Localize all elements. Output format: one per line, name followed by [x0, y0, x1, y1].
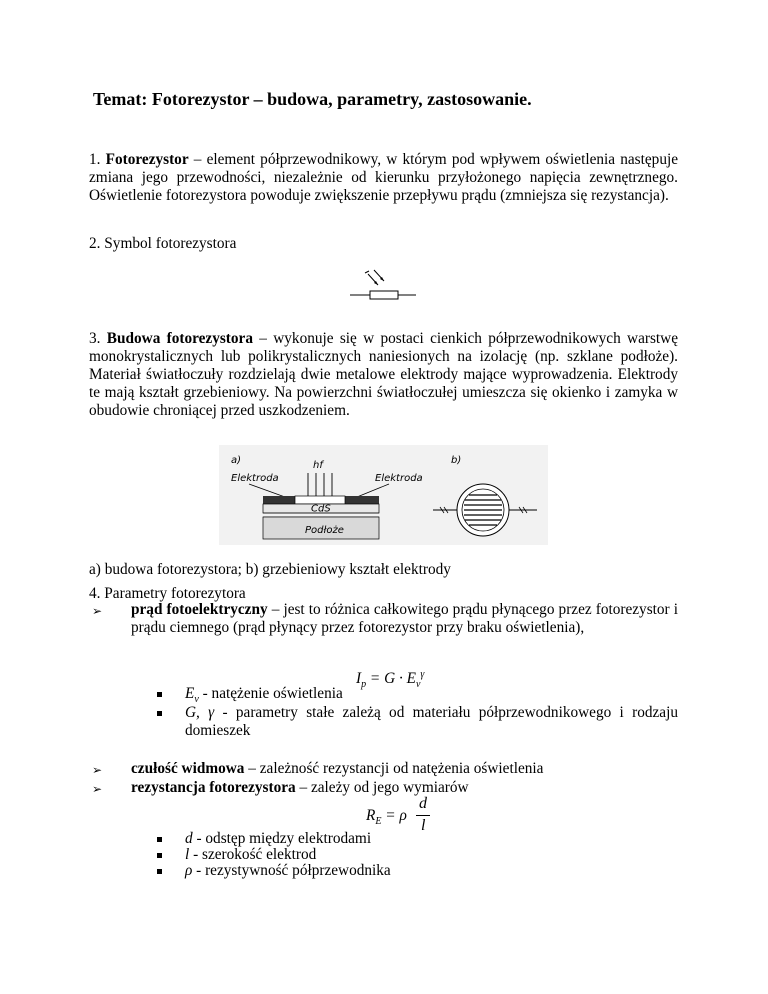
bullet-g-gamma-symbol: G, γ: [185, 704, 215, 721]
section-1-paragraph: [89, 151, 678, 205]
param-spectral-text: – zależność rezystancji od natężenia oświetlenia: [244, 760, 544, 777]
section-3-number: 3.: [89, 330, 101, 347]
section-1-text: – element półprzewodnikowy, w którym pod wpływem oświetlenia następuje zmiana jego przewodności, niezależnie od kierunku przyłożonego napięcia zewnętrznego. Oświetlenie fotorezystora powoduje zwiększenie przepływu prądu (zmniejsza się rezystancja).: [89, 151, 679, 204]
diagram-label-b: b): [451, 455, 462, 466]
arrow-bullet-icon: ➢: [92, 782, 103, 796]
bullet-l-text: - szerokość elektrod: [189, 846, 317, 863]
diagram-electrode-right-label: Elektroda: [375, 473, 423, 484]
photoresistor-symbol-icon: [348, 266, 420, 306]
diagram-label-a: a): [231, 455, 242, 466]
comb-electrode-icon: [433, 484, 537, 536]
square-bullet-icon: [157, 837, 162, 842]
bullet-g-gamma: [185, 704, 678, 740]
bullet-d-text: - odstęp między elektrodami: [192, 830, 372, 847]
diagram-electrode-left-label: Elektroda: [231, 473, 279, 484]
section-3-text: – wykonuje się w postaci cienkich półprzewodnikowych warstwę monokrystalicznych lub polikrystalicznych naniesionych na izolację (np. szklane podłoże). Materiał światłoczuły rozdzielają dwie metalowe elektrody mające wyprowadzenia. Elektrody te mają kształt grzebieniowy. Na powierzchni światłoczułej umieszcza się okienko i zamyka w obudowie chroniącej przed uszkodzeniem.: [89, 330, 679, 419]
page-title: Temat: Fotorezystor – budowa, parametry, zastosowanie.: [93, 89, 532, 109]
bullet-g-gamma-text: - parametry stałe zależą od materiału półprzewodnikowego i rodzaju domieszek: [185, 704, 678, 739]
bullet-rho: [185, 862, 391, 880]
param-photocurrent-term: prąd fotoelektryczny: [131, 601, 268, 618]
section-1-number: 1.: [89, 151, 101, 168]
bullet-rho-symbol: ρ: [185, 862, 193, 879]
param-resistance-term: rezystancja fotorezystora: [131, 779, 296, 796]
square-bullet-icon: [157, 692, 162, 697]
arrow-bullet-icon: ➢: [92, 604, 103, 618]
section-4-heading: 4. Parametry fotorezytora: [89, 585, 246, 602]
square-bullet-icon: [157, 853, 162, 858]
param-spectral-sensitivity: [131, 760, 543, 778]
diagram-hf-label: hf: [313, 460, 323, 471]
section-1-term: Fotorezystor: [105, 151, 189, 168]
formula-photocurrent: $I_p = G \cdot E_v^\gamma$: [356, 669, 425, 691]
section-3-term: Budowa fotorezystora: [106, 330, 253, 347]
right-electrode: [345, 496, 379, 504]
left-electrode: [263, 496, 295, 504]
param-resistance-text: – zależy od jego wymiarów: [295, 779, 469, 796]
bullet-rho-text: - rezystywność półprzewodnika: [192, 862, 391, 879]
construction-diagram: [219, 445, 548, 545]
section-3-paragraph: [89, 330, 678, 420]
cds-label: CdS: [311, 503, 331, 515]
section-2-heading: 2. Symbol fotorezystora: [89, 235, 237, 252]
diagram-caption: a) budowa fotorezystora; b) grzebieniowy kształt elektrody: [89, 561, 451, 578]
square-bullet-icon: [157, 869, 162, 874]
bullet-l-symbol: l: [185, 846, 190, 863]
param-photocurrent-text: – jest to różnica całkowitego prądu płynącego przez fotorezystor i prądu ciemnego (prąd płynący przez fotorezystor przy braku oświetlenia),: [131, 601, 678, 636]
bullet-d-symbol: d: [185, 830, 193, 847]
param-spectral-term: czułość widmowa: [131, 760, 245, 777]
bullet-ev-text: - natężenie oświetlenia: [198, 685, 343, 702]
param-resistance: [131, 779, 469, 797]
arrow-bullet-icon: ➢: [92, 763, 103, 777]
bullet-ev: $E_v$ - natężenie oświetlenia: [185, 685, 343, 706]
substrate-label: Podłoże: [305, 525, 344, 536]
square-bullet-icon: [157, 711, 162, 716]
param-photocurrent: [131, 601, 678, 637]
